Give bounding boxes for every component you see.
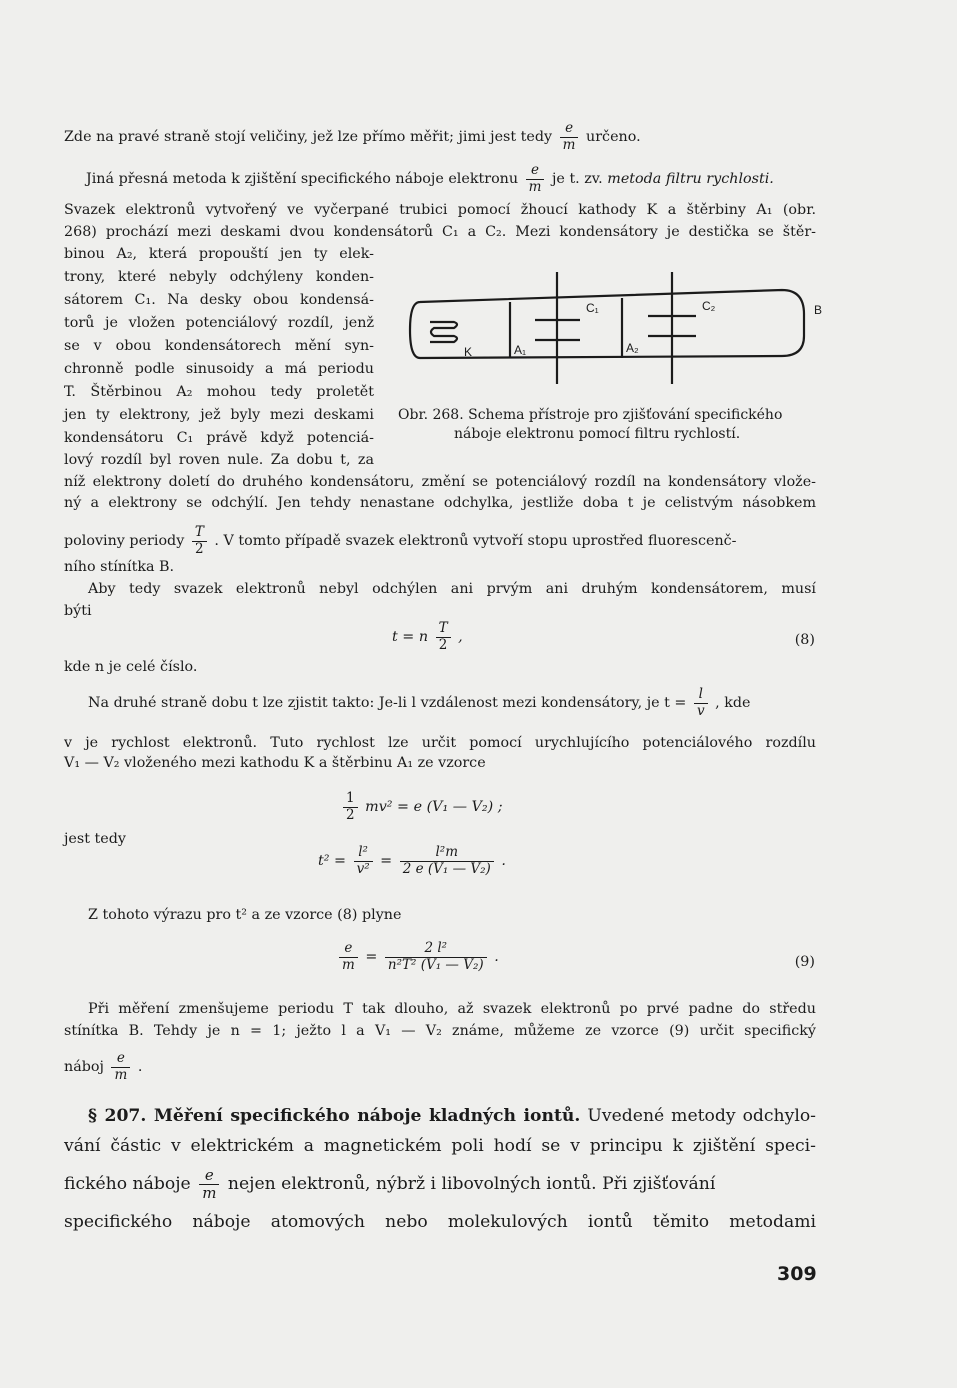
text-span: nejen elektronů, nýbrž i libovolných iontů. Při zjišťování bbox=[227, 1174, 716, 1194]
fraction-9 bbox=[385, 942, 487, 972]
label-C1: C₁ bbox=[586, 301, 599, 315]
text-line: ního stínítka B. bbox=[64, 559, 175, 575]
denominator: n²T² (V₁ — V₂) bbox=[387, 956, 484, 973]
text-span: . V tomto případě svazek elektronů vytvoří stopu uprostřed fluorescenč- bbox=[214, 533, 737, 549]
text-span: Zde na pravé straně stojí veličiny, jež lze přímo měřit; jimi jest tedy bbox=[64, 129, 553, 145]
denominator: 2 bbox=[195, 540, 204, 557]
section-heading: § 207. Měření specifického náboje kladných iontů. bbox=[88, 1106, 581, 1126]
text-line: jen ty elektrony, jež byly mezi deskami bbox=[64, 407, 374, 423]
equation-8 bbox=[392, 622, 463, 652]
text-span: , kde bbox=[715, 695, 751, 711]
text-line: V₁ — V₂ vloženého mezi kathodu K a štěrbinu A₁ ze vzorce bbox=[64, 755, 486, 771]
text-line: Z tohoto výrazu pro t² a ze vzorce (8) plyne bbox=[88, 907, 402, 923]
text-span: Uvedené metody odchylo- bbox=[580, 1106, 816, 1126]
denominator: m bbox=[342, 956, 355, 973]
denominator: 2 bbox=[346, 806, 355, 823]
text-line: chronně podle sinusoidy a má periodu bbox=[64, 361, 374, 377]
denominator: m bbox=[202, 1184, 217, 1202]
text-line: vání částic v elektrickém a magnetickém poli hodí se v principu k zjištění speci- bbox=[64, 1136, 816, 1156]
numerator: e bbox=[560, 122, 579, 138]
text-line bbox=[88, 688, 816, 718]
figure-caption bbox=[398, 406, 818, 444]
text-line: v je rychlost elektronů. Tuto rychlost lze určit pomocí urychlujícího potenciálového rozdílu bbox=[64, 735, 816, 751]
text-line: kde n je celé číslo. bbox=[64, 659, 198, 675]
label-B: B bbox=[814, 303, 823, 317]
text-line: Aby tedy svazek elektronů nebyl odchýlen ani prvým ani druhým kondensátorem, musí bbox=[88, 581, 816, 597]
text-line: níž elektrony doletí do druhého kondensátoru, změní se potenciálový rozdíl na kondensátory vlože- bbox=[64, 474, 816, 490]
numerator: l²m bbox=[400, 846, 494, 862]
numerator: 2 l² bbox=[385, 942, 487, 958]
text-span: určeno. bbox=[586, 129, 641, 145]
text-line: 268) prochází mezi deskami dvou kondensátorů C₁ a C₂. Mezi kondensátory je destička se štěr- bbox=[64, 224, 816, 240]
numerator: T bbox=[192, 526, 207, 542]
text-span: . bbox=[137, 1059, 143, 1075]
text-line: specifického náboje atomových nebo molekulových iontů těmito metodami bbox=[64, 1212, 816, 1232]
label-K: K bbox=[464, 345, 473, 359]
text-line: binou A₂, která propouští jen ty elek- bbox=[64, 246, 374, 262]
equation-number: (9) bbox=[794, 954, 815, 970]
text-span: Na druhé straně dobu t lze zjistit takto: Je-li l vzdálenost mezi kondensátory, je t = bbox=[88, 695, 687, 711]
text-line: Při měření zmenšujeme periodu T tak dlouho, až svazek elektronů po prvé padne do středu bbox=[88, 1001, 816, 1017]
text-span: náboj bbox=[64, 1059, 104, 1075]
text-line: ný a elektrony se odchýlí. Jen tehdy nenastane odchylka, jestliže doba t je celistvým násobkem bbox=[64, 495, 816, 511]
denominator: m bbox=[528, 178, 542, 195]
text-line bbox=[64, 526, 816, 556]
denominator: 2 e (V₁ — V₂) bbox=[402, 860, 491, 877]
text-line: se v obou kondensátorech mění syn- bbox=[64, 338, 374, 354]
text-span: poloviny periody bbox=[64, 533, 185, 549]
label-A2: A₂ bbox=[626, 341, 639, 355]
denominator: m bbox=[114, 1066, 128, 1083]
fraction-e-over-m bbox=[339, 942, 358, 972]
fraction-l2m bbox=[400, 846, 494, 876]
text-line: kondensátoru C₁ právě když potenciá- bbox=[64, 430, 374, 446]
equation-9 bbox=[336, 942, 499, 972]
text-span: je t. zv. bbox=[552, 171, 603, 187]
text-line: sátorem C₁. Na desky obou kondensá- bbox=[64, 292, 374, 308]
numerator: e bbox=[199, 1168, 219, 1185]
apparatus-diagram bbox=[390, 272, 830, 402]
equation-energy bbox=[340, 792, 503, 822]
text-span: Jiná přesná metoda k zjištění specifického náboje elektronu bbox=[86, 171, 519, 187]
text-line: T. Štěrbinou A₂ mohou tedy proletět bbox=[64, 384, 374, 400]
eq-text: t = n bbox=[392, 629, 429, 645]
label-C2: C₂ bbox=[702, 299, 716, 313]
denominator: v bbox=[696, 702, 705, 719]
eq-text: mv² = e (V₁ — V₂) ; bbox=[365, 799, 503, 815]
text-line: býti bbox=[64, 603, 92, 619]
section-heading-line bbox=[88, 1103, 816, 1129]
cathode-filament bbox=[430, 322, 457, 342]
numerator: T bbox=[436, 622, 451, 638]
numerator: l² bbox=[354, 846, 373, 862]
text-line bbox=[64, 122, 816, 152]
eq-text: . bbox=[494, 949, 499, 965]
numerator: l bbox=[694, 688, 708, 704]
text-line bbox=[64, 1052, 816, 1082]
numerator: e bbox=[339, 942, 358, 958]
caption-line: náboje elektronu pomocí filtru rychlostí. bbox=[454, 426, 741, 442]
fraction-e-over-m bbox=[111, 1052, 130, 1082]
numerator: e bbox=[526, 164, 545, 180]
label-A1: A₁ bbox=[514, 343, 527, 357]
text-line: jest tedy bbox=[64, 831, 126, 847]
text-line: Svazek elektronů vytvořený ve vyčerpané trubici pomocí žhoucí kathody K a štěrbiny A₁ (obr. bbox=[64, 202, 816, 218]
page-number: 309 bbox=[777, 1263, 817, 1285]
denominator: v² bbox=[356, 860, 370, 877]
caption-line: Obr. 268. Schema přístroje pro zjišťování specifického bbox=[398, 407, 783, 423]
fraction-T-over-2 bbox=[192, 526, 207, 556]
eq-text: = bbox=[365, 949, 378, 965]
numerator: e bbox=[111, 1052, 130, 1068]
fraction-1-over-2 bbox=[343, 792, 358, 822]
eq-text: = bbox=[380, 853, 393, 869]
text-line bbox=[64, 1168, 816, 1201]
fraction-l2-over-v2 bbox=[354, 846, 373, 876]
text-line: lový rozdíl byl roven nule. Za dobu t, za bbox=[64, 452, 374, 468]
text-span: fického náboje bbox=[64, 1174, 191, 1194]
fraction-e-over-m bbox=[560, 122, 579, 152]
eq-text: t² = bbox=[318, 853, 347, 869]
fraction-T-over-2 bbox=[436, 622, 451, 652]
fraction-e-over-m bbox=[199, 1168, 219, 1201]
fraction-e-over-m bbox=[526, 164, 545, 194]
text-line: stínítka B. Tehdy je n = 1; ježto l a V₁ — V₂ známe, můžeme ze vzorce (9) určit specifický bbox=[64, 1023, 816, 1039]
eq-text: , bbox=[458, 629, 463, 645]
denominator: m bbox=[562, 136, 576, 153]
fraction-l-over-v bbox=[694, 688, 708, 718]
equation-t-squared bbox=[318, 846, 506, 876]
text-line: torů je vložen potenciálový rozdíl, jenž bbox=[64, 315, 374, 331]
equation-number: (8) bbox=[794, 632, 815, 648]
numerator: 1 bbox=[343, 792, 358, 808]
eq-text: . bbox=[501, 853, 506, 869]
text-line: trony, které nebyly odchýleny konden- bbox=[64, 269, 374, 285]
text-line bbox=[64, 164, 816, 194]
denominator: 2 bbox=[438, 636, 448, 653]
emphasis-text: metoda filtru rychlosti. bbox=[607, 171, 774, 187]
